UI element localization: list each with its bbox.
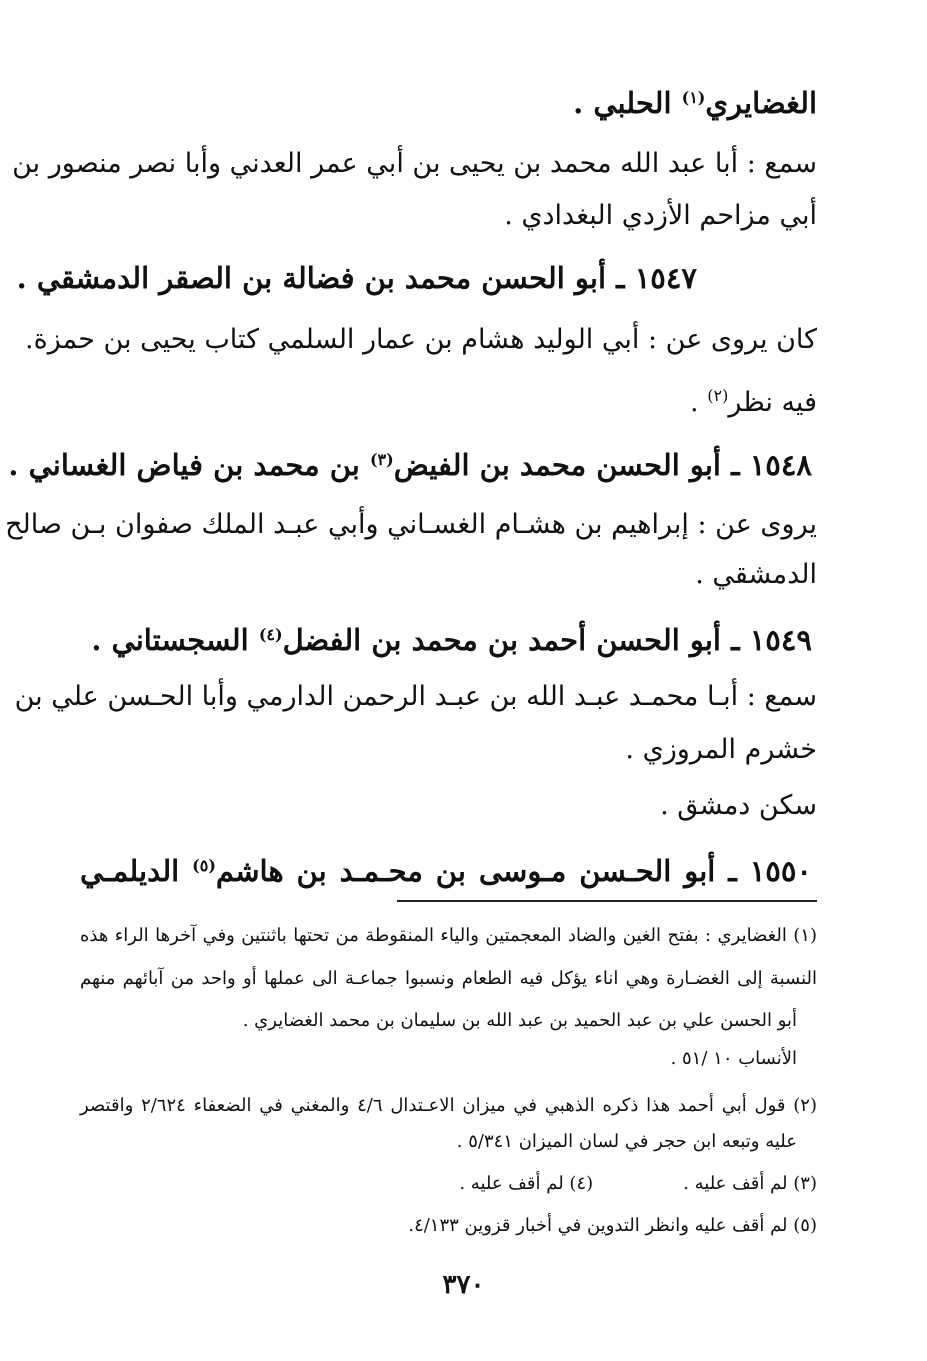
text-span: . (690, 387, 708, 418)
footnote-1-cont: النسبة إلى الغضـارة وهي اناء يؤكل فيه الطعام ونسبوا جماعـة الى عملها أو واحد من آبائهم منهم (80, 968, 817, 989)
entry-heading-1549 (80, 615, 812, 660)
text-line: يروى عن : إبراهيم بن هشـام الغسـاني وأبي عبـد الملك صفوان بـن صالح (5, 509, 817, 540)
text-line: سمع : أبا عبد الله محمد بن يحيى بن أبي عمر العدني وأبا نصر منصور بن (12, 148, 817, 179)
heading-part: السجستاني . (91, 623, 259, 657)
footnote-ref-1[interactable]: (١) (681, 88, 706, 107)
text-line: أبي مزاحم الأزدي البغدادي . (504, 200, 817, 231)
footnote-divider (397, 900, 817, 902)
footnote-ref-5[interactable]: (٥) (192, 856, 216, 875)
entry-heading-1548 (8, 440, 812, 485)
heading-part: ١٥٤٩ ـ أبو الحسن أحمد بن محمد بن الفضل (282, 623, 812, 657)
text-line (80, 376, 817, 423)
text-line: كان يروى عن : أبي الوليد هشام بن عمار السلمي كتاب يحيى بن حمزة. (25, 324, 817, 355)
heading-part: الديلمـي (80, 854, 193, 888)
heading-rest: الحلبي . (573, 86, 682, 120)
footnote-4: (٤) لم أقف عليه . (459, 1173, 594, 1194)
heading-part: ١٥٤٨ ـ أبو الحسن محمد بن الفيض (393, 448, 812, 482)
footnote-3: (٣) لم أقف عليه . (683, 1173, 817, 1194)
page-number: ٣٧٠ (442, 1270, 485, 1300)
text-line: خشرم المروزي . (625, 734, 817, 765)
text-span: فيه نظر (728, 387, 817, 418)
entry-heading-1550 (80, 846, 812, 891)
footnote-2: (٢) قول أبي أحمد هذا ذكره الذهبي في ميزان الاعـتدال ٤/٦ والمغني في الضعفاء ٢/٦٢٤ واقتصر (80, 1095, 817, 1116)
footnote-ref-3[interactable]: (٣) (369, 450, 394, 469)
heading-part: بن محمد بن فياض الغساني . (8, 448, 370, 482)
continuation-heading (80, 78, 817, 123)
text-line: سمع : أبـا محمـد عبـد الله بن عبـد الرحمن الدارمي وأبا الحـسن علي بن (14, 681, 817, 712)
footnote-ref-2[interactable]: (٢) (707, 386, 729, 405)
footnote-2-cont: عليه وتبعه ابن حجر في لسان الميزان ٥/٣٤١ . (456, 1131, 797, 1152)
footnote-5: (٥) لم أقف عليه وانظر التدوين في أخبار قزوين ٤/١٣٣. (408, 1215, 817, 1236)
entry-heading-1547: ١٥٤٧ ـ أبو الحسن محمد بن فضالة بن الصقر الدمشقي . (16, 261, 697, 295)
text-line: سكن دمشق . (660, 790, 817, 821)
footnotes-3-4 (80, 1170, 817, 1198)
footnote-1-cont: أبو الحسن علي بن عبد الحميد بن عبد الله بن سليمان بن محمد الغضايري . (242, 1010, 797, 1031)
heading-part: ١٥٥٠ ـ أبو الحـسن مـوسى بن محـمـد بن هاشم (215, 854, 812, 888)
heading-name: الغضايري (705, 86, 817, 120)
footnote-ref-4[interactable]: (٤) (258, 625, 283, 644)
footnote-1-source: الأنساب ١٠ /٥١ . (670, 1048, 797, 1069)
footnote-1: (١) الغضايري : بفتح الغين والضاد المعجمتين والياء المنقوطة من تحتها باثنتين وفي آخرها الراء هذه (80, 925, 817, 946)
text-line: الدمشقي . (695, 559, 817, 590)
